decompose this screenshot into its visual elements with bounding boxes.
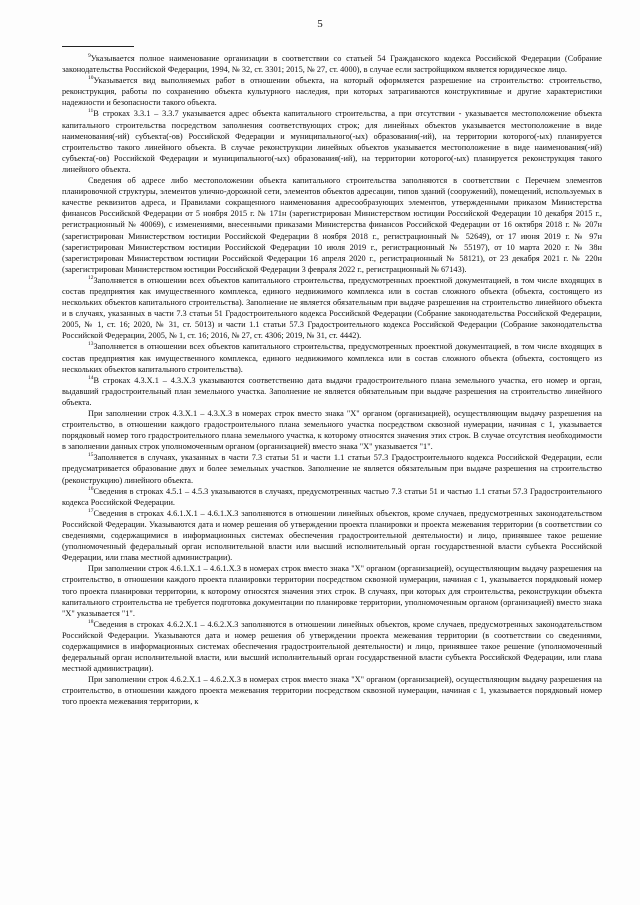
paragraph-text: Сведения в строках 4.6.2.Х.1 – 4.6.2.Х.3 заполняются в отношении линейных объектов, кроме случаев, предусмотренных законодательством Российской Федерации. Указываются дата и номер решения об утверждении проекта межевания территории (в соответствии со сведениями, содержащимися в информационных системах обеспечения градостроительной деятельности) и лицо, принявшее такое решение (уполномоченный федеральный орган исполнительной власти, или высший исполнительный орган государственной власти субъекта Российской Федерации, или глава местной администрации).: [62, 619, 602, 674]
paragraph-text: При заполнении строк 4.3.Х.1 – 4.3.Х.3 в номерах строк вместо знака "Х" органом (организацией), осуществляющим выдачу разрешения на строительство, в отношении каждого градостроительного плана земельного участка посредством сквозной нумерации, начиная с 1, указывается порядковый номер того градостроительного плана земельного участка, к которому относятся значения этих строк. В случае отсутствия необходимости в заполнении данных строк уполномоченным органом (организацией) вместо знака "Х" указывается "1".: [62, 409, 602, 452]
body-paragraph: [62, 674, 602, 707]
paragraph-text: Указывается вид выполняемых работ в отношении объекта, на который оформляется разрешение на строительство: строительство, реконструкция, работы по сохранению объекта культурного наследия, при которых затрагиваются конструктивные и другие характеристики надежности и безопасности такого объекта.: [62, 76, 602, 108]
footnote-paragraph: [62, 108, 602, 175]
footnotes-body: [62, 53, 602, 708]
footnote-number: 14: [88, 374, 94, 381]
footnote-number: 12: [88, 275, 94, 282]
paragraph-text: Сведения в строках 4.6.1.Х.1 – 4.6.1.Х.3 заполняются в отношении линейных объектов, кроме случаев, предусмотренных законодательством Российской Федерации. Указываются дата и номер решения об утверждении проекта планировки и проекта межевания территории (в соответствии со сведениями, содержащимися в информационных системах обеспечения градостроительной деятельности) и лицо, принявшее такое решение (уполномоченный федеральный орган исполнительной власти или высший исполнительный орган государственной власти субъекта Российской Федерации, или глава местной администрации).: [62, 508, 602, 563]
paragraph-text: При заполнении строк 4.6.1.Х.1 – 4.6.1.Х.3 в номерах строк вместо знака "Х" органом (организацией), осуществляющим выдачу разрешения на строительство, в отношении каждого проекта планировки территории посредством сквозной нумерации, начиная с 1, указывается порядковый номер того проекта планировки территории, к которому относятся значения этих строк. В случаях, при которых для строительства, реконструкции объекта капитального строительства не требуется подготовка документации по планировке территории, уполномоченным органом (организацией) вместо знака "Х" указывается "1".: [62, 564, 602, 618]
paragraph-text: Заполняется в случаях, указанных в части 7.3 статьи 51 и части 1.1 статьи 57.3 Градостроительного кодекса Российской Федерации, если предусматривается образование двух и более земельных участков. Заполнение не является обязательным при выдаче разрешения на строительство (реконструкцию) линейного объекта.: [62, 453, 602, 485]
footnote-paragraph: [62, 275, 602, 342]
footnote-number: 18: [88, 619, 94, 626]
paragraph-text: В строках 3.3.1 – 3.3.7 указывается адрес объекта капитального строительства, а при отсутствии - указывается местоположение объекта капитального строительства посредством заполнения соответствующих строк; для линейных объектов указывается местоположение в виде наименования(-ий) субъекта(-ов) Российской Федерации и муниципального(-ых) образования(-ий), на территории которого(-ых) планируется строительство такого линейного объекта. В случае реконструкции линейных объектов указывается местоположение в виде наименования(-ий) субъекта(-ов) Российской Федерации и муниципального(-ых) образования(-ий), на территории которого(-ых) планируется реконструкция такого линейного объекта.: [62, 109, 602, 174]
footnote-paragraph: [62, 508, 602, 563]
footnote-paragraph: [62, 619, 602, 674]
footnote-number: 15: [88, 452, 94, 459]
paragraph-text: Сведения об адресе либо местоположении объекта капитального строительства заполняются в соответствии с Перечнем элементов планировочной структуры, элементов улично-дорожной сети, элементов объектов адресации, типов зданий (сооружений), помещений, используемых в качестве реквизитов адреса, и Правилами сокращенного наименования адресообразующих элементов, утвержденными приказом Министерства финансов Российской Федерации от 5 ноября 2015 г. № 171н (зарегистрирован Министерством юстиции Российской Федерации 10 декабря 2015 г., регистрационный № 40069), с изменениями, внесенными приказами Министерства финансов Российской Федерации от 16 октября 2018 г. № 207н (зарегистрирован Министерством юстиции Российской Федерации 8 ноября 2018 г., регистрационный № 52649), от 17 июня 2019 г. № 97н (зарегистрирован Министерством юстиции Российской Федерации 10 июля 2019 г., регистрационный № 55197), от 10 марта 2020 г. № 38н (зарегистрирован Министерством юстиции Российской Федерации 16 апреля 2020 г., регистрационный № 58121), от 23 декабря 2021 г. № 220н (зарегистрирован Министерством юстиции Российской Федерации 3 февраля 2022 г., регистрационный № 67143).: [62, 176, 602, 274]
footnote-paragraph: [62, 75, 602, 108]
paragraph-text: Заполняется в отношении всех объектов капитального строительства, предусмотренных проектной документацией, в том числе входящих в состав предприятия как имущественного комплекса, единого недвижимого комплекса или в состав сложного объекта (объекта, состоящего из нескольких объектов капитального строительства). Заполнение не является обязательным при выдаче разрешения на строительство линейного объекта и в случаях, указанных в части 7.3 статьи 51 Градостроительного кодекса Российской Федерации (Собрание законодательства Российской Федерации, 2005, № 1, ст. 16; 2020, № 31, ст. 5013) и части 1.1 статьи 57.3 Градостроительного кодекса Российской Федерации (Собрание законодательства Российской Федерации, 2005, № 1, ст. 16; 2016, № 27, ст. 4306; 2019, № 31, ст. 4442).: [62, 275, 602, 341]
paragraph-text: В строках 4.3.Х.1 – 4.3.Х.3 указываются соответственно дата выдачи градостроительного плана земельного участка, его номер и орган, выдавший градостроительный план земельного участка. Заполнение не является обязательным при выдаче разрешения на строительство линейного объекта.: [62, 375, 602, 407]
footnote-number: 16: [88, 485, 94, 492]
footnote-paragraph: [62, 452, 602, 485]
body-paragraph: [62, 408, 602, 452]
paragraph-text: При заполнении строк 4.6.2.Х.1 – 4.6.2.Х.3 в номерах строк вместо знака "Х" органом (организацией), осуществляющим выдачу разрешения на строительство, в отношении каждого проекта межевания территории посредством сквозной нумерации, начиная с 1, указывается порядковый номер того проекта межевания территории, к: [62, 675, 602, 707]
footnote-paragraph: [62, 486, 602, 508]
paragraph-text: Указывается полное наименование организации в соответствии со статьей 54 Гражданского кодекса Российской Федерации (Собрание законодательства Российской Федерации, 1994, № 32, ст. 3301; 2015, № 27, ст. 4000), в случае если застройщиком является юридическое лицо.: [62, 54, 602, 75]
footnote-paragraph: [62, 375, 602, 408]
footnote-number: 10: [88, 75, 94, 82]
page-number: 5: [317, 18, 323, 30]
footnote-number: 11: [88, 108, 94, 115]
body-paragraph: [62, 563, 602, 618]
body-paragraph: [62, 175, 602, 275]
paragraph-text: Сведения в строках 4.5.1 – 4.5.3 указываются в случаях, предусмотренных частью 7.3 статьи 51 и частью 1.1 статьи 57.3 Градостроительного кодекса Российской Федерации.: [62, 486, 602, 507]
paragraph-text: Заполняется в отношении всех объектов капитального строительства, предусмотренных проектной документацией, в том числе входящих в состав предприятия как имущественного комплекса, единого недвижимого комплекса или в состав сложного объекта (объекта, состоящего из нескольких объектов капитального строительства).: [62, 342, 602, 374]
footnote-number: 9: [88, 53, 91, 60]
footnote-paragraph: [62, 341, 602, 374]
footnote-number: 13: [88, 341, 94, 348]
footnote-separator: [62, 46, 134, 47]
footnote-number: 17: [88, 508, 94, 515]
footnote-paragraph: [62, 53, 602, 75]
